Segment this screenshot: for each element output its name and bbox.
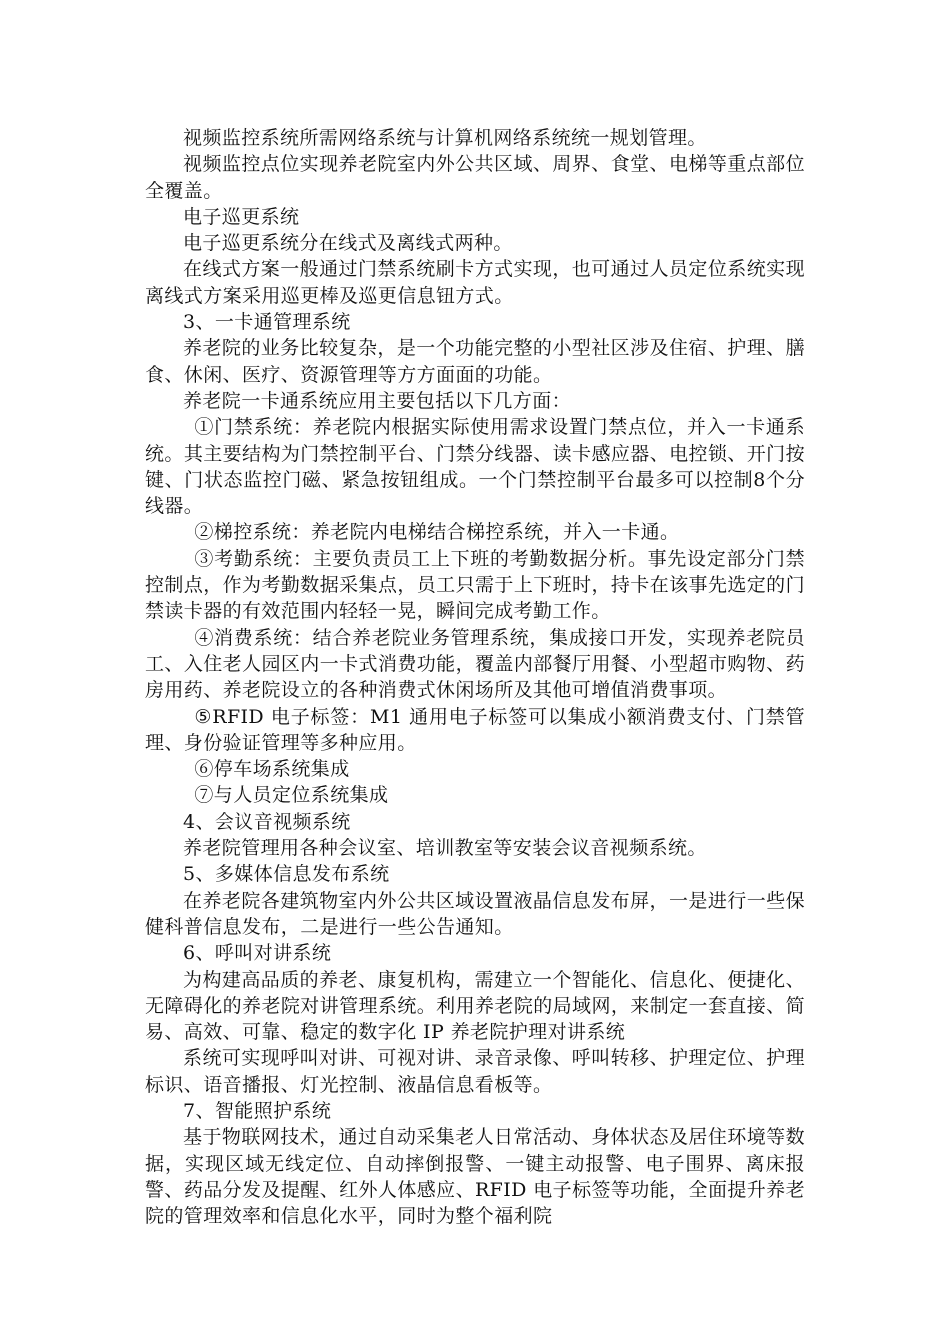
paragraph-video-coverage: 视频监控点位实现养老院室内外公共区域、周界、食堂、电梯等重点部位全覆盖。 bbox=[145, 153, 805, 202]
paragraph-meeting-av: 养老院管理用各种会议室、培训教室等安装会议音视频系统。 bbox=[183, 837, 707, 860]
document-body bbox=[145, 125, 805, 1229]
heading-meeting-av: 4、会议音视频系统 bbox=[183, 810, 351, 833]
list-item-parking: ⑥停车场系统集成 bbox=[194, 758, 350, 781]
paragraph-smart-care: 基于物联网技术，通过自动采集老人日常活动、身体状态及居住环境等数据，实现区域无线定位、自动摔倒报警、一键主动报警、电子围界、离床报警、药品分发及提醒、红外人体感应、RFID 电子标签等功能，全面提升养老院的管理效率和信息化水平，同时为整个福利院 bbox=[145, 1126, 805, 1228]
list-item-access-control: ①门禁系统：养老院内根据实际使用需求设置门禁点位，并入一卡通系统。其主要结构为门禁控制平台、门禁分线器、读卡感应器、电控锁、开门按键、门状态监控门磁、紧急按钮组成。一个门禁控制平台最多可以控制8个分线器。 bbox=[145, 416, 805, 518]
list-item-elevator-control: ②梯控系统：养老院内电梯结合梯控系统，并入一卡通。 bbox=[194, 521, 680, 544]
paragraph-multimedia: 在养老院各建筑物室内外公共区域设置液晶信息发布屏，一是进行一些保健科普信息发布，二是进行一些公告通知。 bbox=[145, 889, 805, 938]
heading-intercom: 6、呼叫对讲系统 bbox=[183, 942, 332, 965]
paragraph-video-network: 视频监控系统所需网络系统与计算机网络系统统一规划管理。 bbox=[183, 127, 707, 149]
list-item-consumption: ④消费系统：结合养老院业务管理系统，集成接口开发，实现养老院员工、入住老人园区内一卡式消费功能，覆盖内部餐厅用餐、小型超市购物、药房用药、养老院设立的各种消费式休闲场所及其他可增值消费事项。 bbox=[145, 626, 805, 702]
paragraph-patrol-online: 在线式方案一般通过门禁系统刷卡方式实现，也可通过人员定位系统实现离线式方案采用巡更棒及巡更信息钮方式。 bbox=[145, 258, 805, 307]
heading-multimedia: 5、多媒体信息发布系统 bbox=[183, 863, 390, 886]
heading-smart-care: 7、智能照护系统 bbox=[183, 1099, 332, 1122]
paragraph-intercom-features: 系统可实现呼叫对讲、可视对讲、录音录像、呼叫转移、护理定位、护理标识、语音播报、灯光控制、液晶信息看板等。 bbox=[145, 1047, 805, 1096]
paragraph-intercom-build: 为构建高品质的养老、康复机构，需建立一个智能化、信息化、便捷化、无障碍化的养老院对讲管理系统。利用养老院的局域网，来制定一套直接、简易、高效、可靠、稳定的数字化 IP 养老院护理对讲系统 bbox=[145, 968, 805, 1044]
paragraph-card-intro: 养老院一卡通系统应用主要包括以下几方面： bbox=[183, 389, 572, 412]
list-item-rfid-tag: ⑤RFID 电子标签：M1 通用电子标签可以集成小额消费支付、门禁管理、身份验证管理等多种应用。 bbox=[145, 705, 805, 754]
heading-card-system: 3、一卡通管理系统 bbox=[183, 311, 351, 334]
paragraph-patrol-types: 电子巡更系统分在线式及离线式两种。 bbox=[183, 232, 513, 255]
heading-patrol-system: 电子巡更系统 bbox=[183, 205, 300, 228]
list-item-attendance: ③考勤系统：主要负责员工上下班的考勤数据分析。事先设定部分门禁控制点，作为考勤数据采集点，员工只需于上下班时，持卡在该事先选定的门禁读卡器的有效范围内轻轻一晃，瞬间完成考勤工作。 bbox=[145, 547, 805, 623]
paragraph-card-business: 养老院的业务比较复杂，是一个功能完整的小型社区涉及住宿、护理、膳食、休闲、医疗、资源管理等方方面面的功能。 bbox=[145, 337, 805, 386]
list-item-positioning: ⑦与人员定位系统集成 bbox=[194, 784, 389, 807]
